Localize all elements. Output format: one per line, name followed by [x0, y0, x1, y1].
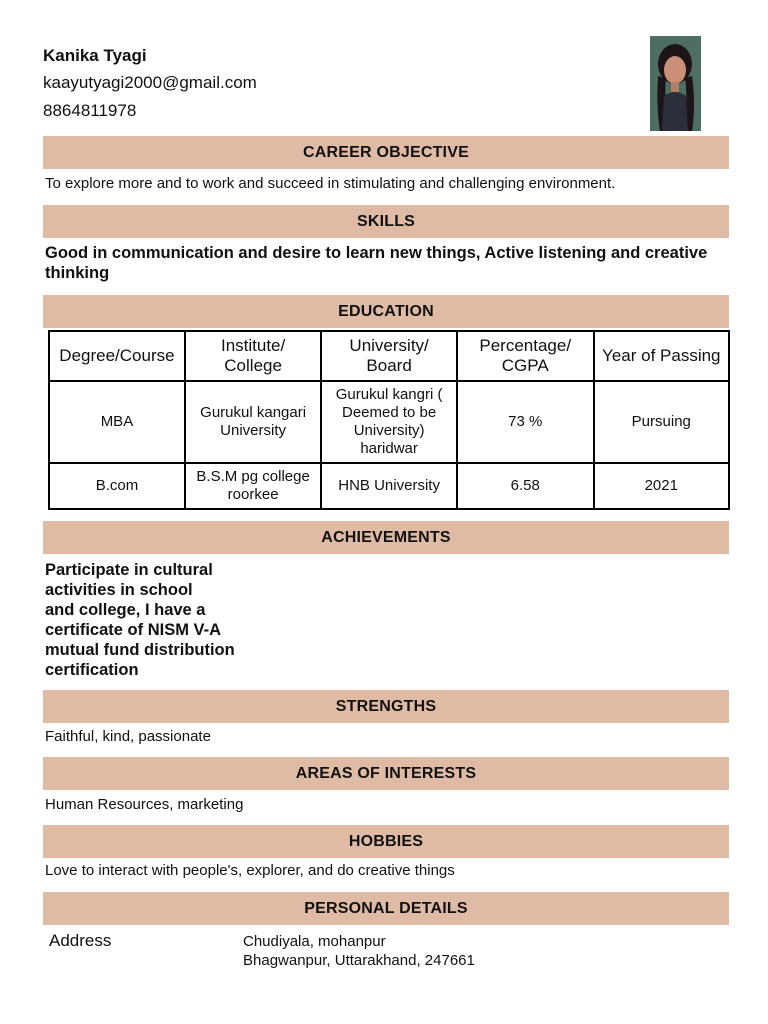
table-row: [50, 382, 730, 464]
achievement-line: and college, I have a: [45, 601, 206, 619]
header-degree: Degree/Course: [50, 332, 186, 382]
section-header-achievements: ACHIEVEMENTS: [43, 521, 729, 554]
section-header-hobbies: HOBBIES: [43, 825, 729, 858]
profile-photo-portrait: [650, 36, 701, 131]
section-header-personal-details: PERSONAL DETAILS: [43, 892, 729, 925]
education-table-header-row: [50, 332, 730, 382]
address-label: Address: [49, 931, 112, 950]
table-row: [50, 464, 730, 510]
achievement-line: activities in school: [45, 581, 193, 599]
cell-university: HNB University: [322, 464, 458, 510]
candidate-name: Kanika Tyagi: [43, 46, 147, 65]
cell-year: Pursuing: [595, 382, 730, 464]
email: kaayutyagi2000@gmail.com: [43, 73, 257, 92]
career-objective-text: To explore more and to work and succeed in stimulating and challenging environment.: [45, 175, 616, 192]
achievements-text: [45, 560, 235, 680]
achievement-line: certificate of NISM V-A: [45, 621, 222, 639]
skills-text: Good in communication and desire to learn new things, Active listening and creative thinking: [45, 244, 708, 282]
cell-institute: B.S.M pg college roorkee: [186, 464, 322, 510]
profile-photo: [650, 36, 701, 131]
section-header-strengths: STRENGTHS: [43, 690, 729, 723]
hobbies-text: Love to interact with people's, explorer, and do creative things: [45, 862, 455, 879]
cell-degree: B.com: [50, 464, 186, 510]
cell-institute: Gurukul kangari University: [186, 382, 322, 464]
achievement-line: certification: [45, 661, 139, 679]
header-percentage: Percentage/ CGPA: [458, 332, 595, 382]
section-header-skills: SKILLS: [43, 205, 729, 238]
section-header-career-objective: CAREER OBJECTIVE: [43, 136, 729, 169]
cell-degree: MBA: [50, 382, 186, 464]
header-university: University/ Board: [322, 332, 458, 382]
cell-university: Gurukul kangri ( Deemed to be University) haridwar: [322, 382, 458, 464]
address-value: Chudiyala, mohanpur Bhagwanpur, Uttarakhand, 247661: [243, 933, 475, 969]
achievement-line: Participate in cultural: [45, 561, 213, 579]
cell-percentage: 73 %: [458, 382, 595, 464]
interests-text: Human Resources, marketing: [45, 796, 244, 813]
header-year: Year of Passing: [595, 332, 730, 382]
achievement-line: mutual fund distribution: [45, 641, 235, 659]
header-institute: Institute/ College: [186, 332, 322, 382]
cell-percentage: 6.58: [458, 464, 595, 510]
strengths-text: Faithful, kind, passionate: [45, 728, 211, 745]
section-header-education: EDUCATION: [43, 295, 729, 328]
cell-year: 2021: [595, 464, 730, 510]
phone: 8864811978: [43, 101, 137, 120]
education-table: [48, 330, 730, 510]
section-header-interests: AREAS OF INTERESTS: [43, 757, 729, 790]
